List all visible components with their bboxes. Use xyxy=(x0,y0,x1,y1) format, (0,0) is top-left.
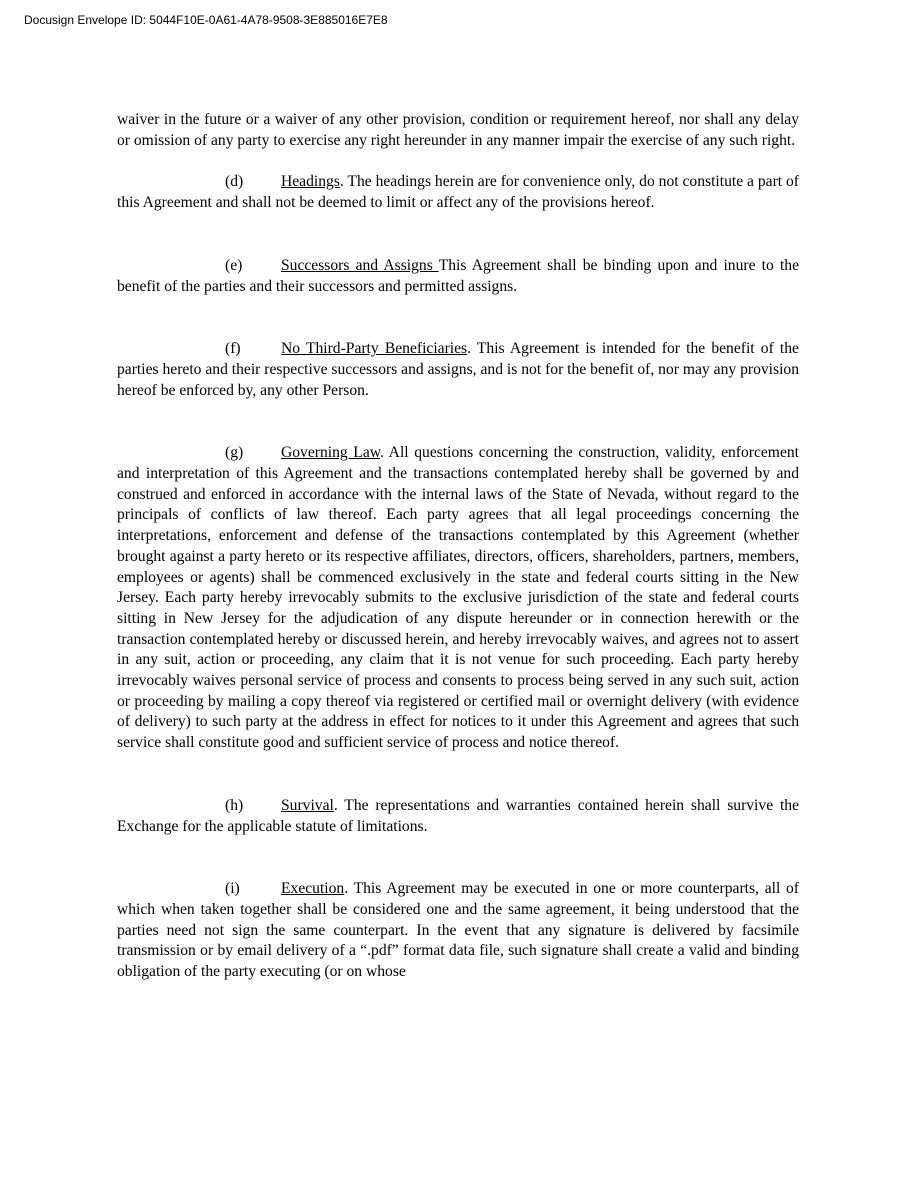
docusign-envelope-id: Docusign Envelope ID: 5044F10E-0A61-4A78-9508-3E885016E7E8 xyxy=(24,13,388,27)
section-sep: . xyxy=(339,173,344,191)
section-i-execution xyxy=(117,879,799,983)
section-number: (e) xyxy=(225,256,243,274)
section-sep: . xyxy=(380,444,384,462)
section-number: (i) xyxy=(225,880,240,898)
section-text: All questions concerning the construction, validity, enforcement and interpretation of this Agreement and the transactions contemplated hereby shall be governed by and construed and enforced in accordance with the internal laws of the State of Nevada, without regard to the principals of conflicts of law thereof. Each party agrees that all legal proceedings concerning the interpretations, enforcement and defense of the transactions contemplated by this Agreement (whether brought against a party hereto or its respective affiliates, directors, officers, shareholders, partners, members, employees or agents) shall be commenced exclusively in the state and federal courts sitting in the New Jersey. Each party hereby irrevocably submits to the exclusive jurisdiction of the state and federal courts sitting in New Jersey for the adjudication of any dispute hereunder or in connection herewith or the transaction contemplated hereby or discussed herein, and hereby irrevocably waives, and agrees not to assert in any suit, action or proceeding, any claim that it is not venue for such proceeding. Each party hereby irrevocably waives personal service of process and consents to process being served in any such suit, action or proceeding by mailing a copy thereof via registered or certified mail or overnight delivery (with evidence of delivery) to such party at the address in effect for notices to it under this Agreement and agrees that such service shall constitute good and sufficient service of process and notice thereof. xyxy=(117,444,799,752)
section-text: The representations and warranties contained herein shall survive the Exchange for the applicable statute of limitations. xyxy=(117,796,799,835)
section-h-survival xyxy=(117,796,799,837)
section-heading: No Third-Party Beneficiaries xyxy=(281,340,468,358)
section-number: (h) xyxy=(225,796,244,814)
section-sep: . xyxy=(344,880,349,898)
section-heading: Headings xyxy=(281,173,340,191)
section-number: (d) xyxy=(225,173,244,191)
section-f-third-party xyxy=(117,339,799,401)
section-number: (f) xyxy=(225,340,241,358)
section-e-successors xyxy=(117,256,799,297)
section-number: (g) xyxy=(225,444,244,462)
section-heading: Successors and Assigns xyxy=(281,256,439,274)
section-text: This Agreement may be executed in one or more counterparts, all of which when taken together shall be considered one and the same agreement, it being understood that the parties need not sign the same counterpart. In the event that any signature is delivered by facsimile transmission or by email delivery of a “.pdf” format data file, such signature shall create a valid and binding obligation of the party executing (or on whose xyxy=(117,880,799,981)
section-g-governing-law xyxy=(117,443,799,754)
section-sep: . xyxy=(467,340,472,358)
section-text: This Agreement shall be binding upon and inure to the benefit of the parties and their successors and permitted assigns. xyxy=(117,256,800,295)
section-heading: Governing Law xyxy=(281,444,381,462)
section-heading: Survival xyxy=(281,796,334,814)
document-page xyxy=(117,110,799,983)
section-text: The headings herein are for convenience only, do not constitute a part of this Agreement and shall not be deemed to limit or affect any of the provisions hereof. xyxy=(117,173,799,212)
section-sep: . xyxy=(333,796,338,814)
intro-paragraph: waiver in the future or a waiver of any other provision, condition or requirement hereof, nor shall any delay or omission of any party to exercise any right hereunder in any manner impair the exercise of any such right. xyxy=(117,111,799,149)
section-d-headings xyxy=(117,172,799,213)
section-text: This Agreement is intended for the benefit of the parties hereto and their respective successors and assigns, and is not for the benefit of, nor may any provision hereof be enforced by, any other Person. xyxy=(117,340,799,399)
section-heading: Execution xyxy=(281,880,345,898)
